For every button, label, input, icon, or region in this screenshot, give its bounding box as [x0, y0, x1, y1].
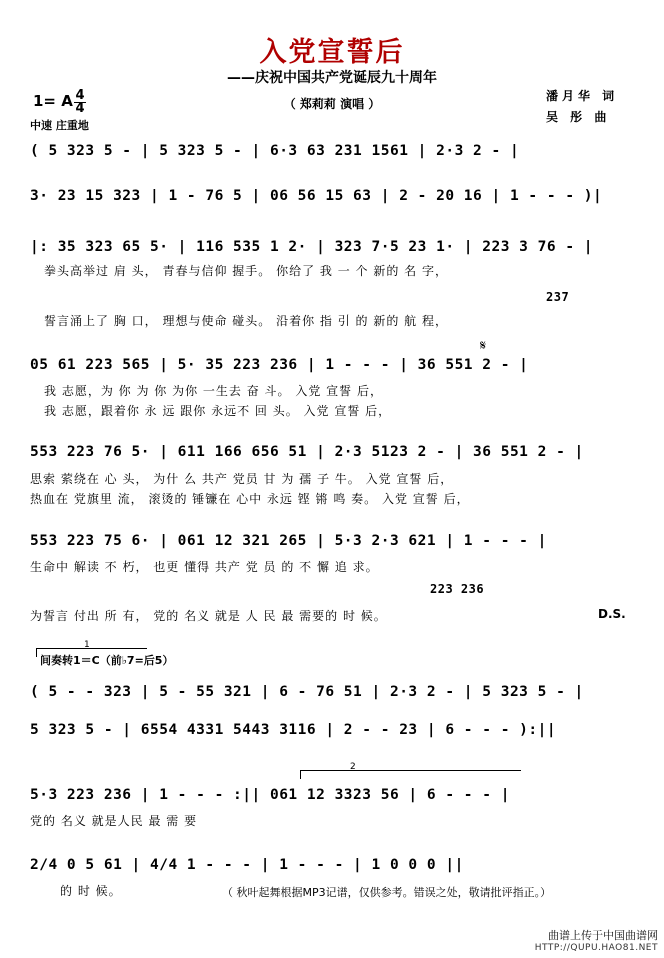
composer-credit: 吴 彤 曲: [546, 110, 611, 124]
volta-number: 1: [84, 640, 90, 650]
key-signature: 1= A: [33, 92, 73, 110]
lyric-line: 思索 萦绕在 心 头， 为什 么 共产 党员 甘 为 孺 子 牛。 入党 宣誓 后，: [30, 472, 454, 486]
transcriber-note: （ 秋叶起舞根据MP3记谱，仅供参考。错误之处，敬请批评指正。）: [222, 886, 552, 899]
alt-notes: 237: [546, 290, 570, 304]
lyric-line: 为誓言 付出 所 有， 党的 名义 就是 人 民 最 需要的 时 候。: [30, 609, 387, 623]
ds-marking: D.S.: [598, 607, 626, 621]
notation-line: 2/4 0 5 61 | 4/4 1 - - - | 1 - - - | 1 0 0 0 ||: [30, 857, 464, 873]
alt-notes: 223 236: [430, 582, 485, 596]
notation-line: 05 61 223 565 | 5· 35 223 236 | 1 - - - | 36 551 2 - |: [30, 357, 529, 373]
song-subtitle: ——庆祝中国共产党诞辰九十周年: [227, 70, 437, 86]
lyric-line: 党的 名义 就是人民 最 需 要: [30, 814, 198, 828]
notation-line: 5 323 5 - | 6554 4331 5443 3116 | 2 - - 23 | 6 - - - ):||: [30, 722, 557, 738]
lyric-line: 热血在 党旗里 流， 滚烫的 锤镰在 心中 永远 铿 锵 鸣 奏。 入党 宣誓 后，: [30, 492, 470, 506]
volta-number: 2: [350, 762, 356, 772]
notation-line: 553 223 76 5· | 611 166 656 51 | 2·3 5123 2 - | 36 551 2 - |: [30, 444, 584, 460]
time-signature: [74, 90, 86, 115]
lyric-line: 我 志愿，为 你 为 你 为你 一生去 奋 斗。 入党 宣誓 后，: [44, 384, 383, 398]
tempo-marking: 中速 庄重地: [30, 119, 89, 132]
notation-line: ( 5 323 5 - | 5 323 5 - | 6·3 63 231 1561 | 2·3 2 - |: [30, 143, 520, 159]
site-watermark: [535, 930, 658, 954]
lyric-line: 我 志愿，跟着你 永 远 跟你 永远不 回 头。 入党 宣誓 后，: [44, 404, 392, 418]
segno-sign: 𝄋: [480, 338, 487, 354]
volta-bracket: [300, 770, 521, 779]
song-title: 入党宣誓后: [259, 37, 405, 68]
watermark-url: HTTP://QUPU.HAO81.NET: [534, 943, 658, 953]
time-signature-bottom: 4: [75, 101, 85, 116]
lyric-line: 拳头高举过 肩 头， 青春与信仰 握手。 你给了 我 一 个 新的 名 字，: [44, 264, 448, 278]
notation-line: 553 223 75 6· | 061 12 321 265 | 5·3 2·3 621 | 1 - - - |: [30, 533, 547, 549]
lyric-line: 誓言涌上了 胸 口， 理想与使命 碰头。 沿着你 指 引 的 新的 航 程，: [44, 314, 448, 328]
notation-line: ( 5 - - 323 | 5 - 55 321 | 6 - 76 51 | 2·3 2 - | 5 323 5 - |: [30, 684, 584, 700]
notation-line: 3· 23 15 323 | 1 - 76 5 | 06 56 15 63 | 2 - 20 16 | 1 - - - )|: [30, 188, 603, 204]
notation-line: |: 35 323 65 5· | 116 535 1 2· | 323 7·5 23 1· | 223 3 76 - |: [30, 239, 594, 255]
singer-credit: （ 郑莉莉 演唱 ）: [283, 97, 381, 111]
lyric-line: 生命中 解读 不 朽， 也更 懂得 共产 党 员 的 不 懈 追 求。: [30, 560, 379, 574]
time-signature-top: 4: [75, 88, 85, 103]
watermark-text: 曲谱上传于中国曲谱网: [548, 929, 658, 942]
lyricist-credit: 潘月华 词: [546, 89, 619, 103]
lyric-line: 的 时 候。: [60, 884, 122, 898]
notation-line: 5·3 223 236 | 1 - - - :|| 061 12 3323 56 | 6 - - - |: [30, 787, 510, 803]
interlude-note: 间奏转1＝C（前♭7=后5）: [40, 654, 174, 667]
